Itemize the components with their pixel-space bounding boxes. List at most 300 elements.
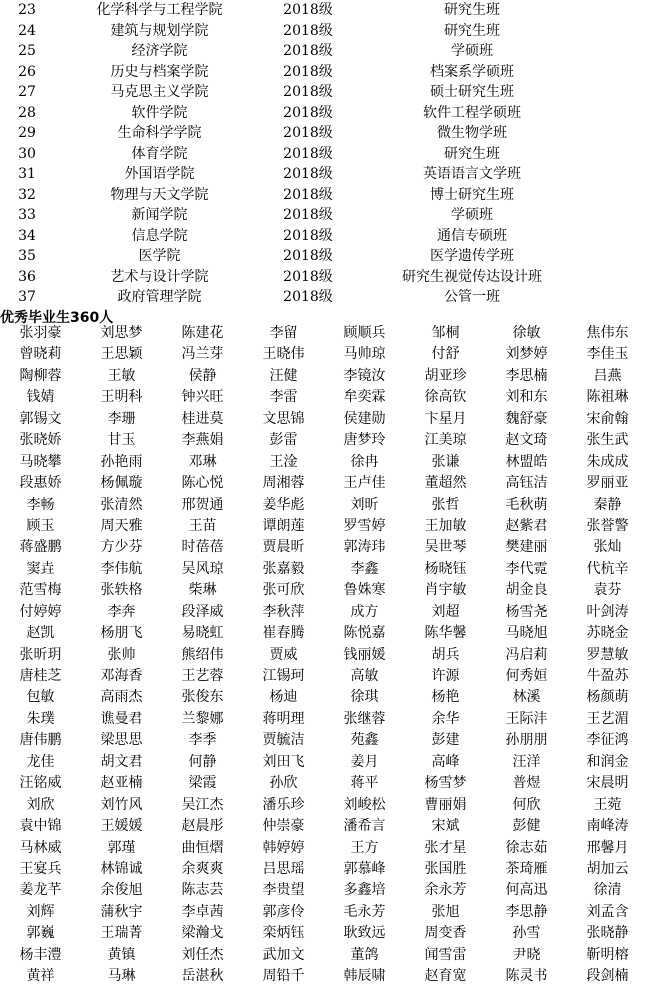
row-number: 26 [18,63,36,80]
graduate-name: 罗慧敏 [586,646,629,663]
graduate-name: 刘欣 [26,796,55,813]
graduate-name: 王宴兵 [19,860,62,877]
graduate-name: 彭建 [431,732,460,749]
college-name: 信息学院 [131,227,188,244]
graduate-name: 陈悦嘉 [343,625,386,642]
graduate-name: 李燕娟 [181,432,224,449]
row-number: 32 [18,186,36,203]
graduate-name: 钱婧 [26,389,55,406]
graduate-name: 梁霞 [188,775,217,792]
grade-label: 2018级 [283,186,333,203]
row-number: 34 [18,227,36,244]
graduate-name: 林溪 [512,689,541,706]
graduate-name: 樊建丽 [505,539,548,556]
grade-label: 2018级 [283,145,333,162]
graduate-name: 毛秋萌 [505,496,548,513]
graduate-name: 李留 [269,325,298,341]
graduate-name: 刘和东 [505,389,548,406]
graduate-name: 姜月 [350,753,379,770]
graduate-name: 张才星 [424,839,467,856]
graduate-name: 宋晨明 [586,775,629,792]
college-name: 化学科学与工程学院 [96,2,223,18]
class-name: 学硕班 [451,207,493,223]
class-name: 研究生班 [444,22,500,39]
graduate-name: 赵凯 [26,625,55,642]
grade-label: 2018级 [283,63,333,80]
graduate-name: 王媛媛 [100,818,143,835]
graduate-name: 潘希言 [343,818,386,835]
graduates-section-title: 优秀毕业生360人 [0,310,114,326]
graduate-name: 付婷婷 [19,603,62,620]
graduate-name: 王晓伟 [262,346,305,363]
graduate-name: 张灿 [593,539,622,556]
graduate-name: 何欣 [512,796,541,813]
graduate-name: 谯曼君 [100,710,143,727]
graduate-name: 唐桂芝 [19,668,62,684]
graduate-name: 李佳玉 [586,346,629,363]
graduate-name: 郭涛玮 [343,539,386,556]
grade-label: 2018级 [283,166,333,182]
graduate-name: 韩辰啸 [343,968,386,985]
graduate-name: 郭慕峰 [343,860,386,877]
graduate-name: 杨艳 [431,689,460,706]
graduate-name: 耿致远 [343,925,386,942]
grade-label: 2018级 [283,2,333,18]
graduate-name: 马琳 [107,968,136,985]
graduate-name: 蒲秋宇 [100,903,143,920]
graduate-name: 蒋盛鹏 [19,539,62,556]
graduate-name: 马林威 [19,839,62,856]
graduate-name: 彭雷 [269,432,298,449]
graduate-name: 徐高钦 [424,389,467,406]
graduate-name: 冯启莉 [505,646,548,663]
graduate-name: 林锦诚 [100,860,143,877]
graduate-name: 李思静 [505,903,548,920]
graduate-name: 余俊旭 [100,882,143,899]
class-name: 英语语言文学班 [423,166,521,182]
college-name: 经济学院 [131,43,188,59]
college-name: 建筑与规划学院 [110,22,209,39]
graduate-name: 韩婷婷 [262,839,305,856]
graduate-name: 朱成成 [586,453,629,470]
college-name: 艺术与设计学院 [110,268,209,285]
graduate-name: 杨朋飞 [100,625,143,642]
graduate-name: 和润金 [586,753,629,770]
college-name: 体育学院 [131,145,188,162]
class-row [0,0,648,21]
graduate-name: 杨迪 [269,689,298,706]
class-name: 学硕班 [451,43,493,59]
graduate-name: 杨佩璇 [100,475,143,492]
graduate-name: 贾毓洁 [262,732,305,749]
graduate-name: 李征鸿 [586,732,629,749]
graduate-name: 陈心悦 [181,475,224,492]
graduate-name: 赵文琦 [505,432,548,449]
graduate-name: 方少芬 [100,539,143,556]
graduate-name: 余爽爽 [181,860,224,877]
graduate-name: 赵紫君 [505,517,548,534]
grade-label: 2018级 [283,227,333,244]
graduate-name: 王思颖 [100,346,143,363]
graduate-name: 袁芬 [593,582,622,599]
graduate-name: 贾晨昕 [262,539,305,556]
graduate-name: 仲崇豪 [262,818,305,835]
graduate-name: 吕思瑶 [262,860,305,877]
class-name: 医学遗传学班 [430,248,514,264]
class-name: 硕士研究生班 [430,84,514,100]
graduate-name: 王艺蓉 [181,668,224,684]
graduate-name: 姜华彪 [262,496,305,513]
graduate-name: 高敏 [350,668,379,684]
graduate-name: 梁思思 [100,732,143,749]
graduate-name: 刘梦婷 [505,346,548,363]
graduate-name: 兰黎娜 [181,710,224,727]
graduate-name: 陈华馨 [424,625,467,642]
graduate-name: 肖宇敏 [424,582,467,599]
graduate-name: 李卓茜 [181,903,224,920]
grade-label: 2018级 [283,289,333,305]
graduate-name: 王卢佳 [343,475,386,492]
graduate-name: 孙雪 [512,925,541,942]
graduate-name: 潘乐珍 [262,796,305,813]
graduate-name: 曾晓莉 [19,346,62,363]
graduate-name: 胡亚珍 [424,367,467,384]
graduate-name: 李思楠 [505,367,548,384]
graduate-name: 罗雪婷 [343,517,386,534]
row-number: 37 [18,289,36,305]
graduate-name: 徐志茹 [505,839,548,856]
graduate-name: 刘超 [431,603,460,620]
graduate-name: 成方 [350,603,379,620]
graduate-name: 代杭辛 [586,560,629,577]
graduate-name: 张继蓉 [343,710,386,727]
class-row [0,41,648,62]
graduate-name: 钱丽媛 [343,646,386,663]
graduate-name: 徐琪 [350,689,379,706]
class-row [0,123,648,144]
college-name: 物理与天文学院 [110,186,209,203]
graduate-name: 段泽威 [181,603,224,620]
graduate-name: 刘辉 [26,903,55,920]
graduate-name: 鲁姝寒 [343,582,386,599]
graduate-name: 杨晓钰 [424,560,467,577]
graduate-name: 高钰洁 [505,475,548,492]
class-row [0,226,648,247]
college-name: 历史与档案学院 [110,63,209,80]
row-number: 33 [18,207,36,223]
class-name: 软件工程学硕班 [423,104,521,121]
graduate-name: 高峰 [431,753,460,770]
grade-label: 2018级 [283,268,333,285]
college-name: 马克思主义学院 [110,84,209,100]
grade-label: 2018级 [283,104,333,121]
class-name: 通信专硕班 [437,227,507,244]
graduate-name: 陈建花 [181,325,224,341]
graduate-name: 曹丽娟 [424,796,467,813]
graduate-name: 付舒 [431,346,460,363]
graduate-name: 刘思梦 [100,325,143,341]
graduate-name: 江美琼 [424,432,467,449]
graduate-name: 张誉警 [586,517,629,534]
graduate-name: 彭健 [512,818,541,835]
graduate-name: 邢贺通 [181,496,224,513]
graduate-name: 何秀姮 [505,668,548,684]
graduate-name: 王菀 [593,796,622,813]
row-number: 28 [18,104,36,121]
class-name: 微生物学班 [437,125,507,141]
graduate-name: 马帅琼 [343,346,386,363]
graduate-name: 顾玉 [26,517,55,534]
class-row [0,103,648,124]
graduate-name: 余华 [431,710,460,727]
row-number: 25 [18,43,36,59]
graduate-name: 周铅千 [262,968,305,985]
graduate-name: 张可欣 [262,582,305,599]
college-name: 政府管理学院 [117,289,202,305]
graduate-name: 张帅 [107,646,136,663]
grade-label: 2018级 [283,43,333,59]
graduate-name: 周变香 [424,925,467,942]
college-name: 软件学院 [131,104,188,121]
graduate-name: 李贵望 [262,882,305,899]
graduate-name: 张羽豪 [19,325,62,341]
graduate-name: 姜龙芊 [19,882,62,899]
class-name: 档案系学硕班 [430,63,514,80]
graduate-name: 许源 [431,668,460,684]
graduate-name: 张俊东 [181,689,224,706]
graduate-name: 王际沣 [505,710,548,727]
graduate-name: 刘孟含 [586,903,629,920]
graduate-name: 栾炳钰 [262,925,305,942]
graduate-name: 桂进莫 [181,410,224,427]
graduate-name: 郭巍 [26,925,55,942]
graduate-name: 周天雅 [100,517,143,534]
graduate-name: 马晓攀 [19,453,62,470]
graduate-name: 黄镇 [107,946,136,963]
class-row [0,205,648,226]
graduate-name: 何静 [188,753,217,770]
class-row [0,62,648,83]
graduate-name: 时蓓蓓 [181,539,224,556]
graduate-name: 杨雪尧 [505,603,548,620]
graduate-name: 刘任杰 [181,946,224,963]
graduate-name: 冯兰芽 [181,346,224,363]
graduate-name: 唐梦玲 [343,432,386,449]
graduate-name: 苑鑫 [350,732,379,749]
class-row [0,185,648,206]
graduate-name: 杨雪梦 [424,775,467,792]
class-name: 研究生班 [444,2,500,18]
graduate-name: 甘玉 [107,432,136,449]
row-number: 23 [18,2,36,18]
graduate-name: 李代霓 [505,560,548,577]
graduate-name: 林盟皓 [505,453,548,470]
graduate-name: 孙朋朋 [505,732,548,749]
graduate-name: 邹桐 [431,325,460,341]
graduate-name: 侯静 [188,367,217,384]
graduate-name: 段惠娇 [19,475,62,492]
graduate-name: 张哲 [431,496,460,513]
graduate-name: 普煜 [512,775,541,792]
graduate-name: 文思锦 [262,410,305,427]
graduate-name: 陈祖琳 [586,389,629,406]
graduate-name: 胡加云 [586,860,629,877]
row-number: 29 [18,125,36,141]
graduate-name: 黄祥 [26,968,55,985]
graduate-name: 马晓旭 [505,625,548,642]
graduate-name: 靳明榕 [586,946,629,963]
graduate-name: 南峰涛 [586,818,629,835]
graduate-name: 赵亚楠 [100,775,143,792]
graduate-name: 郭瑾 [107,839,136,856]
graduate-name: 易晓虹 [181,625,224,642]
graduate-name: 李珊 [107,410,136,427]
graduate-name: 赵晨彤 [181,818,224,835]
graduate-name: 刘竹风 [100,796,143,813]
graduate-name: 李秋萍 [262,603,305,620]
graduate-name: 徐清 [593,882,622,899]
graduate-name: 王明科 [100,389,143,406]
graduates-name-grid [0,323,648,988]
grade-label: 2018级 [283,22,333,39]
graduate-name: 张国胜 [424,860,467,877]
graduate-name: 胡金良 [505,582,548,599]
graduate-name: 赵育宽 [424,968,467,985]
graduate-name: 李畅 [26,496,55,513]
graduate-name: 毛永芳 [343,903,386,920]
graduate-name: 吕燕 [593,367,622,384]
graduate-name: 钟兴旺 [181,389,224,406]
graduate-name: 李季 [188,732,217,749]
graduate-name: 刘田飞 [262,753,305,770]
graduate-name: 高雨杰 [100,689,143,706]
graduate-name: 张清然 [100,496,143,513]
class-row [0,82,648,103]
graduate-name: 贾威 [269,646,298,663]
graduate-name: 杨颜萌 [586,689,629,706]
graduate-name: 徐冉 [350,453,379,470]
grade-label: 2018级 [283,248,333,264]
college-name: 外国语学院 [124,166,195,182]
graduate-name: 杨丰澧 [19,946,62,963]
graduate-name: 王艺湄 [586,710,629,727]
graduate-name: 周湘蓉 [262,475,305,492]
graduate-name: 陈灵书 [505,968,548,985]
graduate-name: 罗丽亚 [586,475,629,492]
class-row [0,287,648,308]
class-name: 研究生视觉传达设计班 [402,268,542,285]
graduate-name: 谭朗莲 [262,517,305,534]
class-row [0,164,648,185]
graduate-name: 顾顺兵 [343,325,386,341]
graduate-name: 郭锡文 [19,410,62,427]
grade-label: 2018级 [283,125,333,141]
graduate-name: 张轶格 [100,582,143,599]
graduate-name: 徐敏 [512,325,541,341]
graduate-name: 李镜汝 [343,367,386,384]
graduate-name: 江锡珂 [262,668,305,684]
graduate-name: 张旭 [431,903,460,920]
graduate-name: 袁中锦 [19,818,62,835]
graduate-name: 邓海香 [100,668,143,684]
excellent-class-table [0,0,648,308]
graduate-name: 胡文君 [100,753,143,770]
graduate-name: 牟奕霖 [343,389,386,406]
graduate-name: 唐伟鹏 [19,732,62,749]
graduate-name: 董鸽 [350,946,379,963]
graduate-name: 窦垚 [26,560,55,577]
graduate-name: 何高迅 [505,882,548,899]
graduate-name: 郭彦伶 [262,903,305,920]
row-number: 35 [18,248,36,264]
graduate-name: 王瑞菁 [100,925,143,942]
graduate-name: 陈志芸 [181,882,224,899]
class-row [0,144,648,165]
graduate-name: 吴风琼 [181,560,224,577]
graduate-name: 汪健 [269,367,298,384]
graduate-name: 李雷 [269,389,298,406]
graduate-name: 李伟航 [100,560,143,577]
graduate-name: 蒋明理 [262,710,305,727]
row-number: 36 [18,268,36,285]
graduate-name: 张生武 [586,432,629,449]
graduate-name: 朱璞 [26,710,55,727]
graduate-name: 宋斌 [431,818,460,835]
graduate-name: 刘昕 [350,496,379,513]
graduate-name: 王敏 [107,367,136,384]
graduate-name: 柴琳 [188,582,217,599]
graduate-name: 范雪梅 [19,582,62,599]
graduate-name: 茶琦雁 [505,860,548,877]
graduate-name: 余永芳 [424,882,467,899]
class-name: 公管一班 [444,289,500,305]
graduate-name: 汪铭威 [19,775,62,792]
class-row [0,246,648,267]
graduate-name: 蒋平 [350,775,379,792]
graduate-name: 龙佳 [26,753,55,770]
graduate-name: 张谦 [431,453,460,470]
graduate-name: 苏晓金 [586,625,629,642]
graduate-name: 侯建勋 [343,410,386,427]
graduate-name: 尹晓 [512,946,541,963]
graduate-name: 多鑫培 [343,882,386,899]
class-row [0,267,648,288]
graduate-name: 牛盈苏 [586,668,629,684]
graduate-name: 吴江杰 [181,796,224,813]
graduate-name: 魏舒豪 [505,410,548,427]
graduate-name: 曲恒熠 [181,839,224,856]
graduate-name: 王苗 [188,517,217,534]
graduate-name: 王加敏 [424,517,467,534]
class-row [0,21,648,42]
graduate-name: 张晓静 [586,925,629,942]
graduate-name: 刘峻松 [343,796,386,813]
graduate-name: 焦伟东 [586,325,629,341]
college-name: 医学院 [138,248,181,264]
graduate-name: 陶柳蓉 [19,367,62,384]
graduate-name: 张嘉毅 [262,560,305,577]
row-number: 27 [18,84,36,100]
graduate-name: 邓琳 [188,453,217,470]
graduate-name: 张昕玥 [19,646,62,663]
class-name: 研究生班 [444,145,500,162]
row-number: 24 [18,22,36,39]
graduate-name: 岳湛秋 [181,968,224,985]
graduate-name: 熊绍伟 [181,646,224,663]
graduate-name: 胡兵 [431,646,460,663]
row-number: 30 [18,145,36,162]
graduate-name: 王方 [350,839,379,856]
